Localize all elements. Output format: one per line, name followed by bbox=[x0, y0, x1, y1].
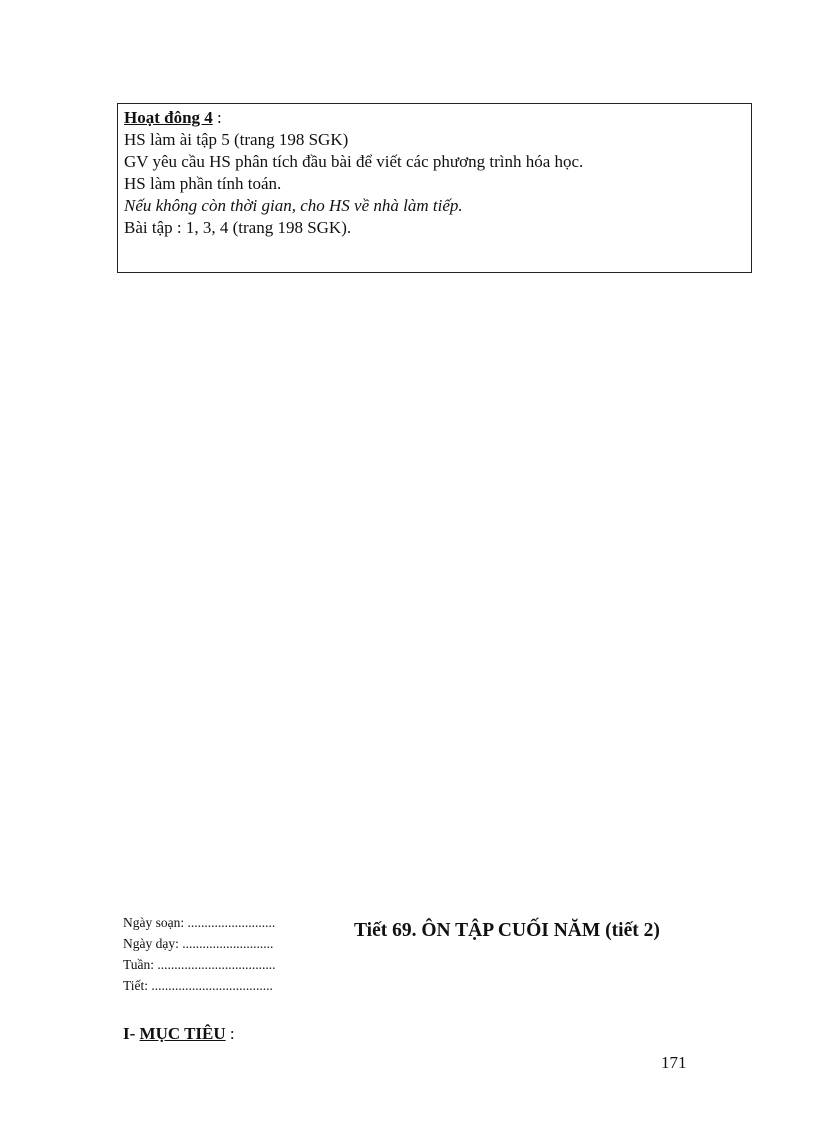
activity-title: Hoạt đông 4 bbox=[124, 108, 213, 127]
activity-line-1: HS làm ài tập 5 (trang 198 SGK) bbox=[124, 130, 349, 149]
activity-homework: Bài tập : 1, 3, 4 (trang 198 SGK). bbox=[124, 218, 352, 237]
activity-title-suffix: : bbox=[212, 108, 222, 127]
week-field: Tuần: ................................... bbox=[123, 957, 276, 972]
section-heading bbox=[123, 1024, 235, 1044]
activity-italic-note: Nếu không còn thời gian, cho HS về nhà làm tiếp. bbox=[124, 196, 463, 215]
teach-date-field: Ngày dạy: ........................... bbox=[123, 936, 274, 951]
lesson-title: Tiết 69. ÔN TẬP CUỐI NĂM (tiết 2) bbox=[354, 920, 660, 941]
prep-date-field: Ngày soạn: .......................... bbox=[123, 915, 276, 930]
period-field: Tiết: .................................... bbox=[123, 978, 273, 993]
activity-box bbox=[117, 103, 752, 273]
activity-line-2: GV yêu cầu HS phân tích đầu bài để viết các phương trình hóa học. bbox=[124, 152, 584, 171]
lesson-meta-block bbox=[123, 912, 276, 996]
section-title: MỤC TIÊU bbox=[139, 1024, 226, 1043]
section-suffix: : bbox=[225, 1024, 235, 1043]
section-number: I- bbox=[123, 1024, 136, 1043]
activity-line-3: HS làm phần tính toán. bbox=[124, 174, 282, 193]
page-number: 171 bbox=[661, 1053, 687, 1072]
activity-heading bbox=[124, 107, 745, 129]
